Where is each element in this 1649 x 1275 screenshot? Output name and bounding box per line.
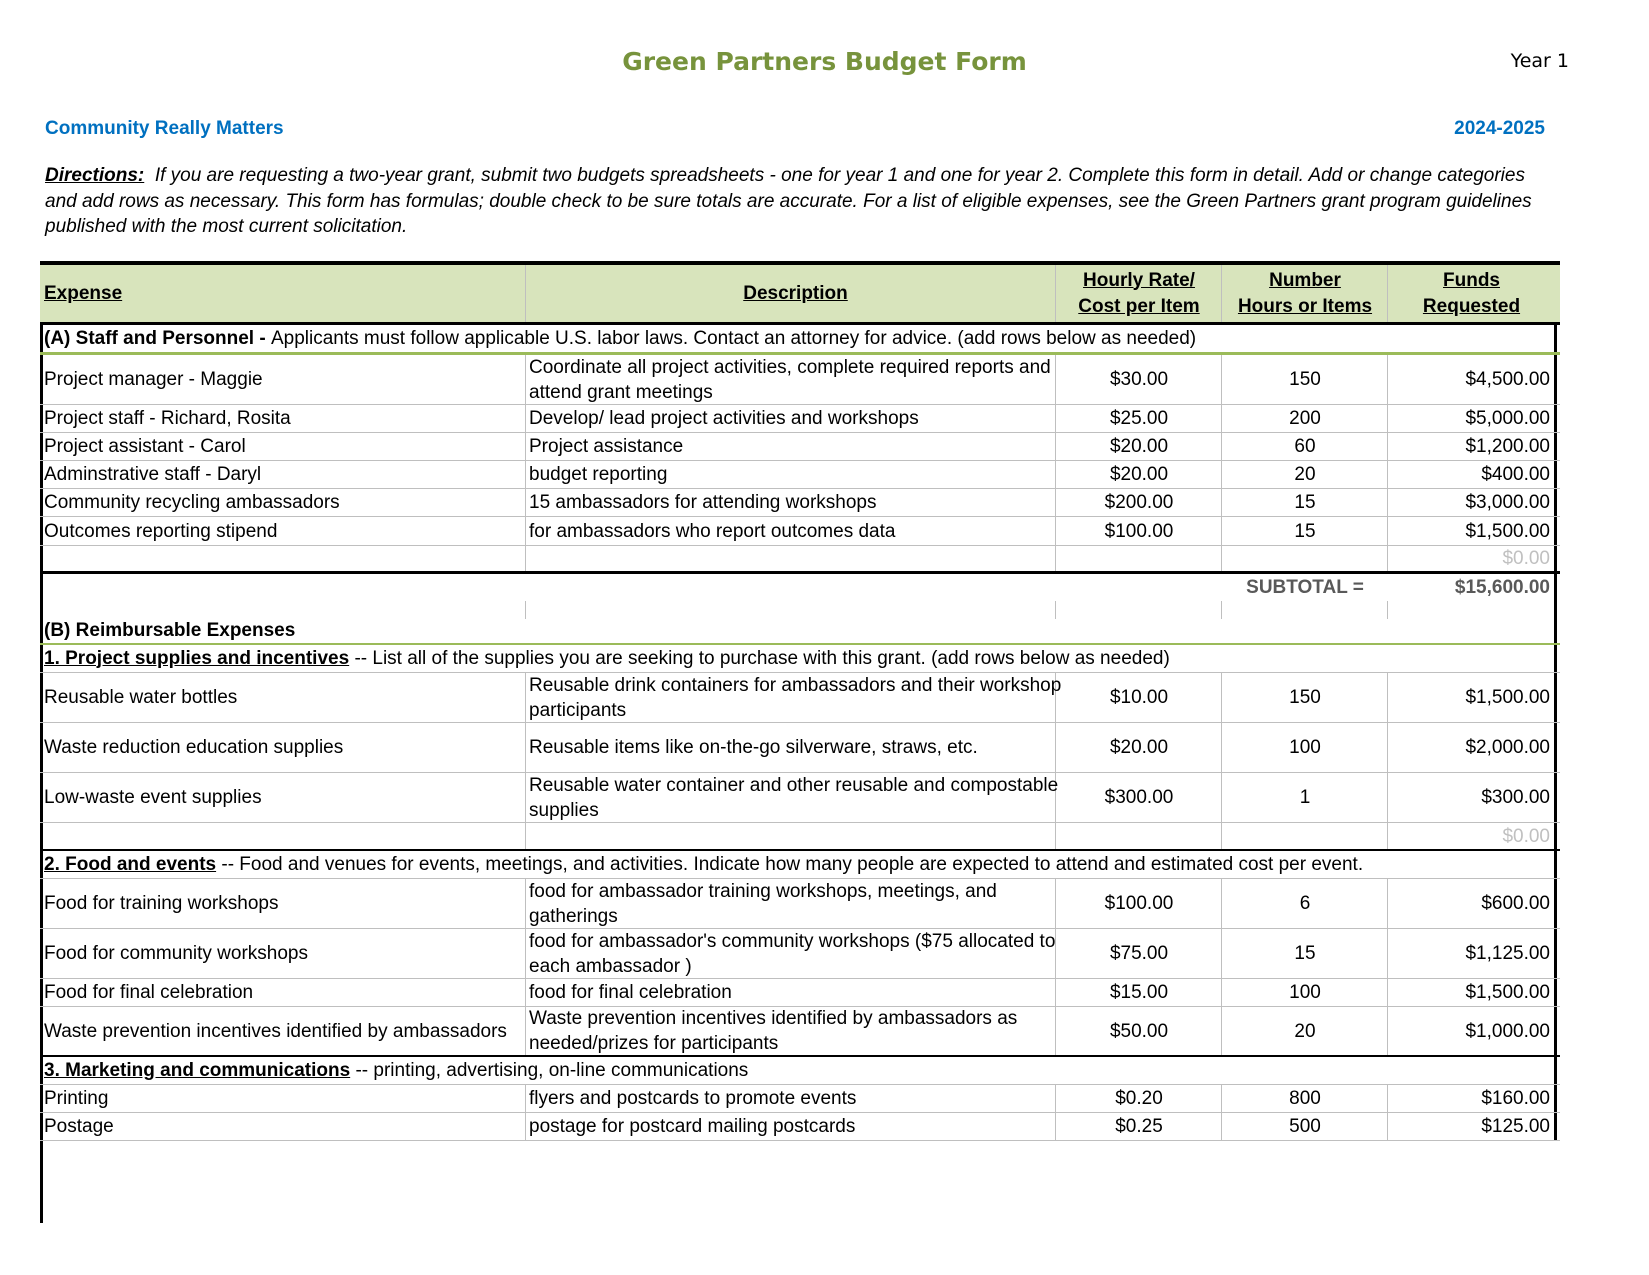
description-cell[interactable]: Reusable items like on-the-go silverware, straws, etc. (529, 737, 978, 758)
description-cell[interactable]: for ambassadors who report outcomes data (529, 520, 896, 542)
rate-cell[interactable]: $25.00 (1109, 408, 1169, 429)
subsection-1-heading (40, 645, 1560, 673)
budget-period: 2024-2025 (1454, 118, 1545, 139)
expense-cell[interactable]: Project manager - Maggie (44, 369, 263, 390)
table-row (40, 879, 1560, 929)
description-cell[interactable]: food for ambassador training workshops, meetings, and gatherings (529, 880, 997, 927)
column-header-expense: Expense (44, 282, 123, 304)
funds-cell: $1,200.00 (1465, 436, 1550, 457)
directions-paragraph (45, 163, 1555, 240)
number-cell[interactable]: 150 (1289, 369, 1321, 390)
description-cell[interactable]: 15 ambassadors for attending workshops (529, 492, 877, 513)
description-cell[interactable]: flyers and postcards to promote events (529, 1088, 857, 1109)
subtotal-value: $15,600.00 (1454, 577, 1550, 598)
funds-cell: $600.00 (1481, 893, 1550, 914)
rate-cell[interactable] (1057, 546, 1221, 571)
table-row (40, 1085, 1560, 1113)
table-row (40, 546, 1560, 574)
expense-cell[interactable]: Community recycling ambassadors (44, 492, 340, 513)
funds-cell: $5,000.00 (1465, 408, 1550, 429)
expense-cell[interactable]: Project assistant - Carol (44, 436, 246, 457)
spacer-row (40, 601, 1560, 619)
rate-cell[interactable]: $15.00 (1109, 982, 1169, 1003)
table-row (40, 433, 1560, 461)
directions-label: Directions: (45, 165, 145, 186)
number-cell[interactable]: 1 (1299, 787, 1311, 808)
number-cell[interactable]: 200 (1289, 408, 1321, 429)
number-cell[interactable]: 100 (1289, 982, 1321, 1003)
subsection-2-heading (40, 851, 1560, 879)
subsection-2-note: -- Food and venues for events, meetings, and activities. Indicate how many people are expected to attend and estimated cost per event. (221, 853, 1364, 875)
subsection-2-title: 2. Food and events (44, 853, 217, 875)
expense-cell[interactable]: Low-waste event supplies (44, 787, 262, 808)
number-cell[interactable]: 15 (1294, 943, 1316, 964)
funds-cell: $0.00 (1502, 825, 1550, 847)
table-row (40, 1113, 1560, 1141)
column-header-rate: Hourly Rate/ Cost per Item (1078, 269, 1200, 317)
form-title: Green Partners Budget Form (622, 47, 1027, 76)
table-row (40, 355, 1560, 405)
rate-cell[interactable]: $0.25 (1115, 1116, 1163, 1137)
description-cell[interactable]: Project assistance (529, 436, 684, 457)
funds-cell: $1,500.00 (1465, 687, 1550, 708)
expense-cell[interactable]: Postage (44, 1116, 114, 1137)
table-row (40, 979, 1560, 1007)
subtotal-row (40, 574, 1560, 601)
rate-cell[interactable]: $100.00 (1104, 520, 1174, 542)
number-cell[interactable]: 20 (1294, 1020, 1316, 1042)
expense-cell[interactable]: Project staff - Richard, Rosita (44, 408, 291, 429)
funds-cell: $0.00 (1502, 548, 1550, 569)
expense-cell[interactable]: Adminstrative staff - Daryl (44, 464, 262, 485)
number-cell[interactable] (1223, 823, 1387, 849)
subsection-3-title: 3. Marketing and communications (44, 1059, 351, 1081)
description-cell[interactable]: food for ambassador's community workshops ($75 allocated to each ambassador ) (529, 930, 1056, 977)
expense-cell[interactable] (44, 823, 524, 849)
expense-cell[interactable] (44, 546, 524, 571)
rate-cell[interactable]: $300.00 (1104, 787, 1174, 808)
table-row (40, 723, 1560, 773)
column-header-number: Number Hours or Items (1237, 269, 1373, 317)
expense-cell[interactable]: Food for community workshops (44, 943, 308, 964)
section-a-heading (40, 325, 1560, 355)
subtotal-label: SUBTOTAL = (1246, 577, 1364, 598)
funds-cell: $1,500.00 (1465, 520, 1550, 542)
expense-cell[interactable]: Waste reduction education supplies (44, 737, 344, 758)
rate-cell[interactable]: $50.00 (1109, 1020, 1169, 1042)
description-cell[interactable]: Waste prevention incentives identified by ambassadors as needed/prizes for participants (529, 1008, 1018, 1054)
number-cell[interactable]: 6 (1299, 893, 1311, 914)
rate-cell[interactable]: $30.00 (1109, 369, 1169, 390)
description-cell[interactable] (527, 823, 1062, 849)
section-b-heading (40, 619, 1560, 645)
rate-cell[interactable]: $0.20 (1115, 1088, 1163, 1109)
section-a-note: Applicants must follow applicable U.S. labor laws. Contact an attorney for advice. (add rows below as needed) (270, 327, 1197, 349)
description-cell[interactable]: Coordinate all project activities, complete required reports and attend grant meetings (529, 356, 1051, 403)
number-cell[interactable]: 800 (1289, 1088, 1321, 1109)
subsection-1-note: -- List all of the supplies you are seeking to purchase with this grant. (add rows below as needed) (354, 647, 1170, 669)
expense-cell[interactable]: Food for training workshops (44, 893, 279, 914)
funds-cell: $3,000.00 (1465, 492, 1550, 513)
table-row (40, 673, 1560, 723)
funds-cell: $1,500.00 (1465, 982, 1550, 1003)
rate-cell[interactable]: $75.00 (1109, 943, 1169, 964)
funds-cell: $4,500.00 (1465, 369, 1550, 390)
funds-cell: $160.00 (1481, 1088, 1550, 1109)
description-cell[interactable]: Reusable drink containers for ambassadors and their workshop participants (529, 674, 1062, 721)
table-row (40, 489, 1560, 517)
rate-cell[interactable]: $20.00 (1109, 436, 1169, 457)
rate-cell[interactable] (1057, 823, 1221, 849)
funds-cell: $125.00 (1481, 1116, 1550, 1137)
funds-cell: $2,000.00 (1465, 737, 1550, 758)
funds-cell: $1,000.00 (1465, 1020, 1550, 1042)
description-cell[interactable]: postage for postcard mailing postcards (529, 1116, 856, 1137)
description-cell[interactable] (527, 546, 1062, 571)
funds-cell: $1,125.00 (1465, 943, 1550, 964)
rate-cell[interactable]: $10.00 (1109, 687, 1169, 708)
table-row (40, 773, 1560, 823)
description-cell[interactable]: Develop/ lead project activities and workshops (529, 408, 919, 429)
table-row (40, 929, 1560, 979)
number-cell[interactable] (1223, 546, 1387, 571)
expense-cell[interactable]: Reusable water bottles (44, 687, 238, 708)
organization-name: Community Really Matters (45, 118, 284, 139)
table-row (40, 1007, 1560, 1057)
funds-cell: $400.00 (1481, 464, 1550, 485)
rate-cell[interactable]: $200.00 (1104, 492, 1174, 513)
expense-cell[interactable]: Printing (44, 1088, 109, 1109)
number-cell[interactable]: 500 (1289, 1116, 1321, 1137)
funds-cell: $300.00 (1481, 787, 1550, 808)
year-label: Year 1 (1510, 50, 1569, 72)
directions-text: If you are requesting a two-year grant, submit two budgets spreadsheets - one for year 1 and one for year 2. Complete this form in detail. Add or change categories and add rows as necessary. This form has formulas; double check to be sure totals are accurate. For a list of eligible expenses, see the Green Partners grant program guidelines published with the most current solicitation. (45, 165, 1532, 237)
subsection-1-title: 1. Project supplies and incentives (44, 647, 350, 669)
subsection-3-note: -- printing, advertising, on-line communications (355, 1059, 749, 1081)
number-cell[interactable]: 60 (1294, 436, 1316, 457)
expense-cell[interactable]: Outcomes reporting stipend (44, 520, 278, 542)
description-cell[interactable]: food for final celebration (529, 982, 732, 1003)
table-header (40, 261, 1560, 325)
expense-cell[interactable]: Waste prevention incentives identified by ambassadors (44, 1020, 507, 1042)
table-row (40, 461, 1560, 489)
rate-cell[interactable]: $20.00 (1109, 464, 1169, 485)
column-header-description: Description (743, 282, 848, 304)
description-cell[interactable]: Reusable water container and other reusable and compostable supplies (529, 774, 1059, 821)
number-cell[interactable]: 15 (1294, 492, 1316, 513)
rate-cell[interactable]: $100.00 (1104, 893, 1174, 914)
expense-cell[interactable]: Food for final celebration (44, 982, 254, 1003)
number-cell[interactable]: 15 (1294, 520, 1316, 542)
description-cell[interactable]: budget reporting (529, 464, 668, 485)
column-header-funds: Funds Requested (1422, 269, 1521, 317)
table-row (40, 517, 1560, 546)
number-cell[interactable]: 20 (1294, 464, 1316, 485)
section-b-title: (B) Reimbursable Expenses (44, 620, 296, 641)
number-cell[interactable]: 150 (1289, 687, 1321, 708)
number-cell[interactable]: 100 (1289, 737, 1321, 758)
subsection-3-heading (40, 1057, 1560, 1085)
section-a-title: (A) Staff and Personnel - (44, 327, 266, 349)
rate-cell[interactable]: $20.00 (1109, 737, 1169, 758)
table-row (40, 405, 1560, 433)
table-row (40, 823, 1560, 851)
